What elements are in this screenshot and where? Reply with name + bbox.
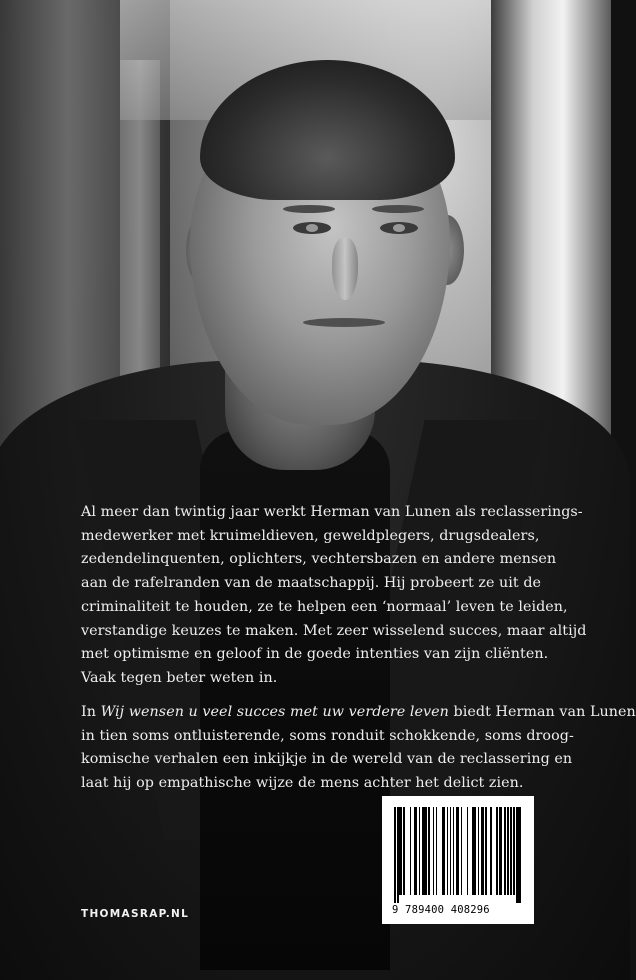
- portrait-brow-right: [372, 205, 424, 213]
- blurb-line: komische verhalen een inkijkje in de wereld van de reclassering en: [81, 751, 573, 768]
- barcode-bar: [518, 807, 521, 903]
- blurb-line: criminaliteit te houden, ze te helpen een ‘normaal’ leven te leiden,: [81, 598, 568, 615]
- barcode-bar: [447, 807, 449, 895]
- blurb-line: verstandige keuzes te maken. Met zeer wisselend succes, maar altijd: [81, 622, 587, 639]
- barcode-bar: [472, 807, 477, 895]
- barcode-bar: [478, 807, 480, 895]
- blurb-line: Al meer dan twintig jaar werkt Herman van Lunen als reclasserings-: [81, 504, 583, 520]
- portrait-brow-left: [283, 205, 335, 213]
- portrait-eye-right: [380, 222, 418, 234]
- portrait-nose: [332, 238, 358, 300]
- barcode-bar: [450, 807, 452, 895]
- blurb-paragraph-1: [81, 501, 587, 691]
- barcode-bar: [481, 807, 484, 895]
- blurb-prefix: In: [81, 704, 101, 720]
- barcode-bar: [467, 807, 469, 895]
- blurb-line: in tien soms ontluisterende, soms ronduit schokkende, soms droog-: [81, 727, 574, 744]
- barcode-bar: [507, 807, 509, 895]
- barcode-bar: [496, 807, 498, 895]
- barcode-bar: [499, 807, 502, 895]
- portrait-eye-left: [293, 222, 331, 234]
- portrait-mouth: [303, 318, 385, 327]
- barcode-bar: [394, 807, 396, 903]
- barcode-bar: [490, 807, 492, 895]
- barcode-bar: [442, 807, 445, 895]
- blurb-line: aan de rafelranden van de maatschappij. Hij probeert ze uit de: [81, 575, 542, 592]
- blurb-line: Vaak tegen beter weten in.: [81, 669, 278, 686]
- barcode-bar: [433, 807, 435, 895]
- barcode-bar: [428, 807, 430, 895]
- barcode-bar: [513, 807, 515, 895]
- blurb-line-with-title: [81, 701, 636, 725]
- barcode-bar: [399, 807, 402, 895]
- barcode-bar: [410, 807, 412, 895]
- blurb-paragraph-2: [81, 701, 636, 796]
- barcode-bar: [453, 807, 455, 895]
- barcode-bar: [422, 807, 427, 895]
- blurb-line: medewerker met kruimeldieven, geweldplegers, drugsdealers,: [81, 527, 540, 544]
- barcode-bar: [456, 807, 459, 895]
- isbn-number: 9 789400 408296: [392, 904, 490, 916]
- barcode-bar: [485, 807, 487, 895]
- blurb-suffix: biedt Herman van Lunen: [448, 704, 636, 720]
- barcode-bar: [403, 807, 405, 895]
- book-title-italic: Wij wensen u veel succes met uw verdere leven: [100, 704, 449, 720]
- barcode-bar: [436, 807, 438, 895]
- barcode-bar: [461, 807, 463, 895]
- barcode-bar: [504, 807, 506, 895]
- blurb-line: met optimisme en geloof in de goede intenties van zijn cliënten.: [81, 646, 549, 663]
- barcode-bar: [419, 807, 421, 895]
- isbn-barcode: [382, 796, 534, 924]
- blurb-line: laat hij op empathische wijze de mens achter het delict zien.: [81, 775, 524, 792]
- blurb-line: zedendelinquenten, oplichters, vechtersbazen en andere mensen: [81, 551, 557, 568]
- barcode-bar: [510, 807, 512, 895]
- publisher-website: THOMASRAP.NL: [81, 908, 190, 920]
- barcode-bar: [414, 807, 417, 895]
- barcode-bars: [394, 807, 522, 903]
